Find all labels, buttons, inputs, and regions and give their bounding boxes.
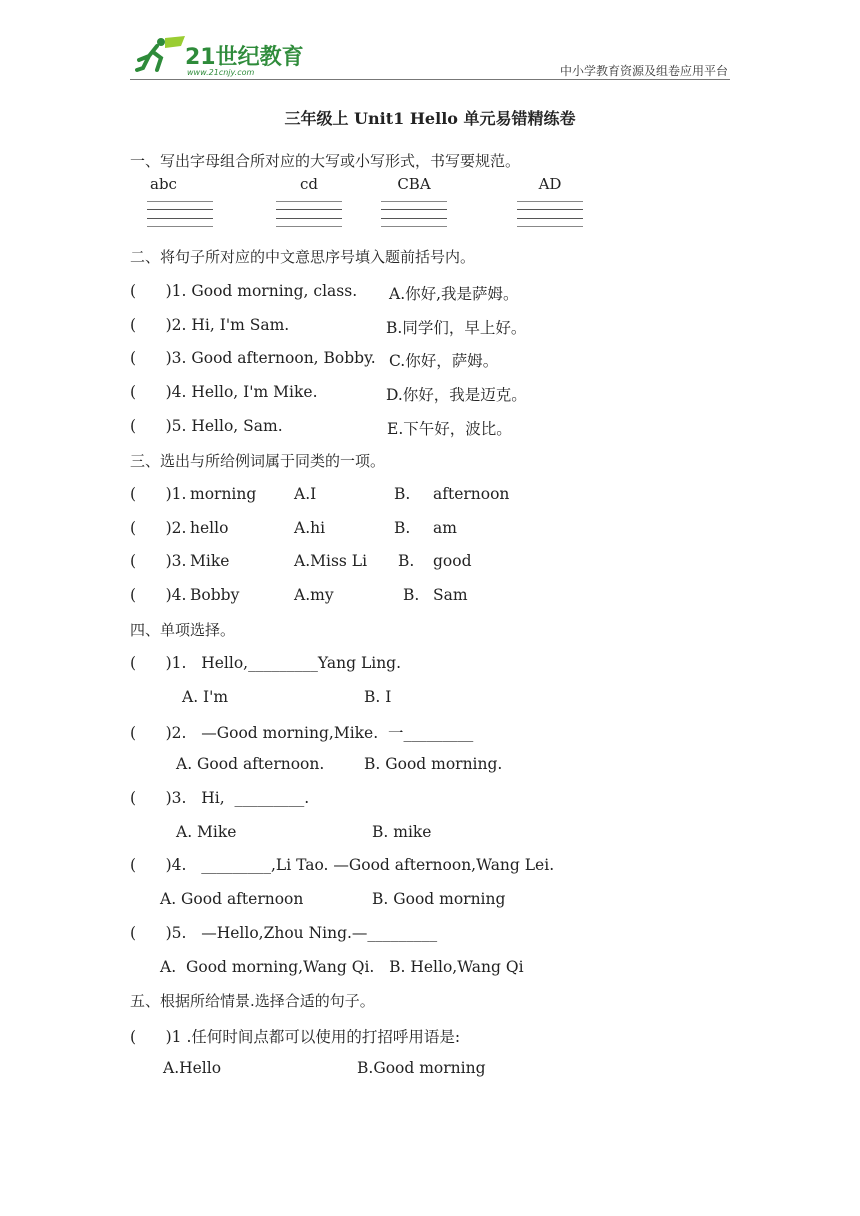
option-b: B. <box>394 519 411 537</box>
question-text: ( )1. Hello,_________Yang Ling. <box>130 654 402 672</box>
option-a: A.my <box>294 586 334 604</box>
writing-rule <box>276 218 342 219</box>
question-text: ( )5. Hello, Sam. <box>130 417 283 435</box>
question-text: ( )1 .任何时间点都可以使用的打招呼用语是: <box>130 1028 461 1046</box>
option-b-word: afternoon <box>433 485 510 503</box>
letter-label: AD <box>538 175 562 193</box>
writing-rule <box>381 226 447 227</box>
answer-option: D.你好，我是迈克。 <box>386 386 527 404</box>
writing-rule <box>147 218 213 219</box>
writing-rule <box>276 209 342 210</box>
option-a: A.I <box>294 485 317 503</box>
section5-heading: 五、根据所给情景.选择合适的句子。 <box>130 992 375 1010</box>
writing-rule <box>517 201 583 202</box>
writing-rule <box>276 201 342 202</box>
question-number: ( )4. <box>130 586 187 604</box>
writing-rule <box>517 218 583 219</box>
page-title: 三年级上 Unit1 Hello 单元易错精练卷 <box>284 109 576 128</box>
letter-label: CBA <box>397 175 431 193</box>
question-text: ( )2. Hi, I'm Sam. <box>130 316 290 334</box>
example-word: morning <box>190 485 257 503</box>
answer-option: A.你好,我是萨姆。 <box>389 285 519 303</box>
option-b: B. <box>398 552 415 570</box>
writing-rule <box>517 209 583 210</box>
example-word: Mike <box>190 552 230 570</box>
option-a: A. I'm <box>182 688 229 706</box>
question-text: ( )3. Hi, _________. <box>130 789 310 807</box>
question-number: ( )3. <box>130 552 187 570</box>
option-a: A. Good afternoon <box>160 890 304 908</box>
option-a: A.hi <box>294 519 326 537</box>
header-platform-text: 中小学教育资源及组卷应用平台 <box>559 64 728 78</box>
option-a: A. Good afternoon. <box>176 755 325 773</box>
runner-icon <box>137 36 185 70</box>
writing-rule <box>381 209 447 210</box>
writing-rule <box>381 201 447 202</box>
answer-option: B.同学们，早上好。 <box>386 319 527 337</box>
question-text: ( )4. Hello, I'm Mike. <box>130 383 318 401</box>
question-text: ( )5. —Hello,Zhou Ning.—_________ <box>130 924 438 942</box>
option-a: A.Miss Li <box>294 552 368 570</box>
writing-rule <box>147 209 213 210</box>
writing-rule <box>147 226 213 227</box>
option-a: A.Hello <box>163 1059 222 1077</box>
question-text: ( )2. —Good morning,Mike. 一_________ <box>130 724 474 742</box>
option-b: B. Good morning <box>372 890 506 908</box>
option-b: B. mike <box>372 823 432 841</box>
question-number: ( )1. <box>130 485 187 503</box>
section3-heading: 三、选出与所给例词属于同类的一项。 <box>130 452 386 470</box>
writing-rule <box>276 226 342 227</box>
header-divider <box>130 79 730 80</box>
letter-label: abc <box>150 175 177 193</box>
option-b: B. <box>394 485 411 503</box>
writing-rule <box>381 218 447 219</box>
section2-heading: 二、将句子所对应的中文意思序号填入题前括号内。 <box>130 248 476 266</box>
answer-option: C.你好，萨姆。 <box>389 352 499 370</box>
options-line: A. Good morning,Wang Qi. B. Hello,Wang Qi <box>160 958 524 976</box>
answer-option: E.下午好，波比。 <box>387 420 512 438</box>
writing-group-4 <box>517 175 583 227</box>
option-b: B.Good morning <box>357 1059 486 1077</box>
option-b: B. <box>403 586 420 604</box>
option-b: B. I <box>364 688 392 706</box>
question-text: ( )3. Good afternoon, Bobby. <box>130 349 376 367</box>
option-b-word: Sam <box>433 586 468 604</box>
logo-url: www.21cnjy.com <box>187 68 255 77</box>
option-a: A. Mike <box>176 823 237 841</box>
section1-heading: 一、写出字母组合所对应的大写或小写形式，书写要规范。 <box>130 152 521 170</box>
writing-group-1 <box>147 175 213 227</box>
letter-label: cd <box>299 175 318 193</box>
option-b-word: am <box>433 519 457 537</box>
question-number: ( )2. <box>130 519 187 537</box>
site-logo <box>135 36 305 78</box>
option-b: B. Good morning. <box>364 755 503 773</box>
writing-group-3 <box>381 175 447 227</box>
writing-group-2 <box>276 175 342 227</box>
section4-heading: 四、单项选择。 <box>130 621 236 639</box>
writing-rule <box>147 201 213 202</box>
example-word: Bobby <box>190 586 240 604</box>
option-b-word: good <box>433 552 472 570</box>
logo-text: 21世纪教育 <box>185 45 304 70</box>
writing-rule <box>517 226 583 227</box>
example-word: hello <box>190 519 229 537</box>
question-text: ( )1. Good morning, class. <box>130 282 358 300</box>
question-text: ( )4. _________,Li Tao. —Good afternoon,Wang Lei. <box>130 856 555 874</box>
